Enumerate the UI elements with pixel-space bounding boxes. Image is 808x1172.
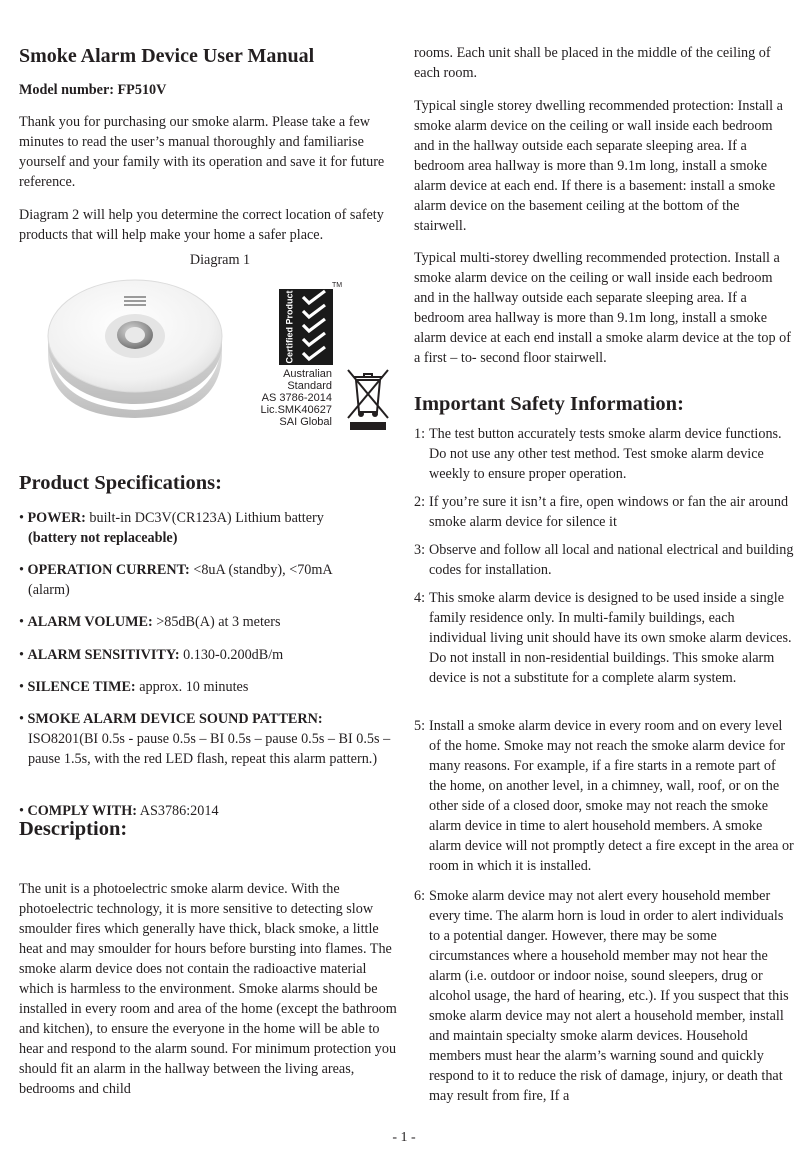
- description-text: The unit is a photoelectric smoke alarm device. With the photoelectric technology, it is more sensitive to detecting slow smoulder fires which generally have thick, black smoke, a little heat and may smoulder for hours before bursting into flames. The smoke alarm device does not contain the radioactive material which is harmless to the environment. Smoke alarms should be installed in every room and area of the home (except the bathroom and kitchen), to ensure the everyone in the home will be able to hear and respond to the alarm sound. For minimum protection you should fit an alarm in the hallway between the living areas, bedrooms and child: [19, 881, 397, 1097]
- diagram-note: Diagram 2 will help you determine the correct location of safety products that will help make your home a safer place.: [19, 207, 384, 243]
- safety-item-number: 1:: [414, 426, 426, 442]
- cert-line-2: Standard: [287, 380, 332, 392]
- safety-item-number: 6:: [414, 888, 426, 904]
- spec-power-note: (battery not replaceable): [28, 530, 178, 546]
- spec-current-label: OPERATION CURRENT:: [27, 562, 190, 578]
- checkmarks-icon: [299, 289, 333, 365]
- safety-item-text: This smoke alarm device is designed to be used inside a single family residence only. In multi-family buildings, each individual living unit should have its own smoke alarm devices. Do not install in non-residential buildings. This smoke alarm device is not a substitute for a complete alarm system.: [429, 590, 792, 686]
- spec-sound-pattern: • SMOKE ALARM DEVICE SOUND PATTERN: ISO8201(BI 0.5s - pause 0.5s – BI 0.5s – pause 0.5s – BI 0.5s – pause 1.5s, with the red LED flash, repeat this alarm pattern.): [19, 709, 397, 769]
- safety-item-number: 2:: [414, 494, 426, 510]
- safety-item: [414, 424, 794, 484]
- spec-power-label: POWER:: [27, 510, 86, 526]
- cert-line-3: AS 3786-2014: [261, 392, 332, 404]
- safety-item-number: 4:: [414, 590, 426, 606]
- spec-current-value2: (alarm): [28, 582, 70, 598]
- spec-volume-label: ALARM VOLUME:: [27, 614, 153, 630]
- safety-item-text: The test button accurately tests smoke alarm device functions. Do not use any other test method. Test smoke alarm device weekly to ensure proper operation.: [429, 426, 782, 482]
- single-storey-paragraph: Typical single storey dwelling recommended protection: Install a smoke alarm device on the ceiling or wall inside each bedroom and in the hallway outside each separate sleeping area. If a bedroom area hallway is more than 9.1m long, install a smoke alarm device at each end. If there is a basement: install a smoke alarm device on the basement ceiling at the bottom of the stairwell.: [414, 98, 783, 234]
- manual-title: Smoke Alarm Device User Manual: [19, 45, 315, 67]
- badge-text: Certified Product: [284, 290, 295, 364]
- spec-silence: • SILENCE TIME: approx. 10 minutes: [19, 679, 249, 695]
- spec-silence-label: SILENCE TIME:: [27, 679, 136, 695]
- description-heading: Description:: [19, 818, 128, 840]
- safety-item-number: 5:: [414, 718, 426, 734]
- spec-pattern-value: ISO8201(BI 0.5s - pause 0.5s – BI 0.5s – pause 0.5s – BI 0.5s – pause 1.5s, with the red LED flash, repeat this alarm pattern.): [28, 731, 391, 767]
- spec-comply-label: COMPLY WITH:: [27, 803, 137, 819]
- spec-current-value: <8uA (standby), <70mA: [193, 562, 333, 578]
- safety-item-text: If you’re sure it isn’t a fire, open windows or fan the air around smoke alarm device for silence it: [429, 494, 789, 530]
- spec-current: • OPERATION CURRENT: <8uA (standby), <70mA (alarm): [19, 560, 397, 600]
- spec-pattern-label: SMOKE ALARM DEVICE SOUND PATTERN:: [27, 711, 323, 727]
- page-number: - 1 -: [392, 1130, 416, 1145]
- cert-line-5: SAI Global: [279, 416, 332, 428]
- certification-text: [238, 368, 332, 428]
- safety-item-text: Observe and follow all local and national electrical and building codes for installation.: [429, 542, 794, 578]
- trademark-symbol: TM: [332, 282, 343, 289]
- cert-line-4: Lic.SMK40627: [260, 404, 332, 416]
- specs-heading: Product Specifications:: [19, 472, 222, 494]
- smoke-alarm-illustration: [40, 278, 230, 420]
- safety-item: [414, 540, 794, 580]
- spec-sensitivity-value: 0.130-0.200dB/m: [183, 647, 284, 663]
- cert-line-1: Australian: [283, 368, 332, 380]
- safety-item: [414, 588, 794, 688]
- continued-paragraph: rooms. Each unit shall be placed in the middle of the ceiling of each room.: [414, 45, 771, 81]
- safety-item: [414, 886, 794, 1106]
- spec-comply-value: AS3786:2014: [139, 803, 219, 819]
- model-number: Model number: FP510V: [19, 82, 167, 98]
- spec-comply: • COMPLY WITH: AS3786:2014: [19, 803, 219, 819]
- safety-item-text: Install a smoke alarm device in every room and on every level of the home. Smoke may not reach the smoke alarm device for many reasons. For example, if a fire starts in a remote part of the home, on another level, in a chimney, wall, roof, or on the other side of a closed door, smoke may not reach the smoke alarm device in time to alert household members. A smoke alarm device will not promptly detect a fire except in the area or room in which it is installed.: [429, 718, 794, 874]
- spec-volume: • ALARM VOLUME: >85dB(A) at 3 meters: [19, 614, 281, 630]
- spec-power-value: built-in DC3V(CR123A) Lithium battery: [89, 510, 324, 526]
- certified-product-badge: [279, 289, 333, 365]
- spec-silence-value: approx. 10 minutes: [139, 679, 249, 695]
- weee-bin-icon: [344, 366, 392, 432]
- spec-sensitivity-label: ALARM SENSITIVITY:: [27, 647, 180, 663]
- safety-item-number: 3:: [414, 542, 426, 558]
- spec-volume-value: >85dB(A) at 3 meters: [156, 614, 281, 630]
- spec-sensitivity: • ALARM SENSITIVITY: 0.130-0.200dB/m: [19, 647, 284, 663]
- safety-item: [414, 492, 794, 532]
- safety-item: [414, 716, 794, 876]
- multi-storey-paragraph: Typical multi-storey dwelling recommended protection. Install a smoke alarm device on the ceiling or wall inside each bedroom and in the hallway outside each separate sleeping area. If a bedroom area hallway is more than 9.1m long, install a smoke alarm device at each end install a smoke alarm device at the top of a first – to- second floor stairwell.: [414, 250, 791, 366]
- spec-power: • POWER: built-in DC3V(CR123A) Lithium battery (battery not replaceable): [19, 508, 397, 548]
- safety-item-text: Smoke alarm device may not alert every household member every time. The alarm horn is loud in order to alert individuals to a potential danger. However, there may be some circumstances where a household member may not hear the alarm (i.e. outdoor or indoor noise, sound sleepers, drug or alcohol usage, the hard of hearing, etc.). If you suspect that this smoke alarm device may not alert a household member, install and maintain specialty smoke alarm devices. Household members must hear the alarm’s warning sound and quickly respond to it to reduce the risk of damage, injury, or death that may result from fire, If a: [429, 888, 789, 1104]
- safety-heading: Important Safety Information:: [414, 393, 684, 415]
- intro-paragraph: Thank you for purchasing our smoke alarm. Please take a few minutes to read the user’s manual thoroughly and familiarise yourself and your family with its operation and save it for future reference.: [19, 114, 385, 190]
- diagram-label: Diagram 1: [189, 252, 251, 268]
